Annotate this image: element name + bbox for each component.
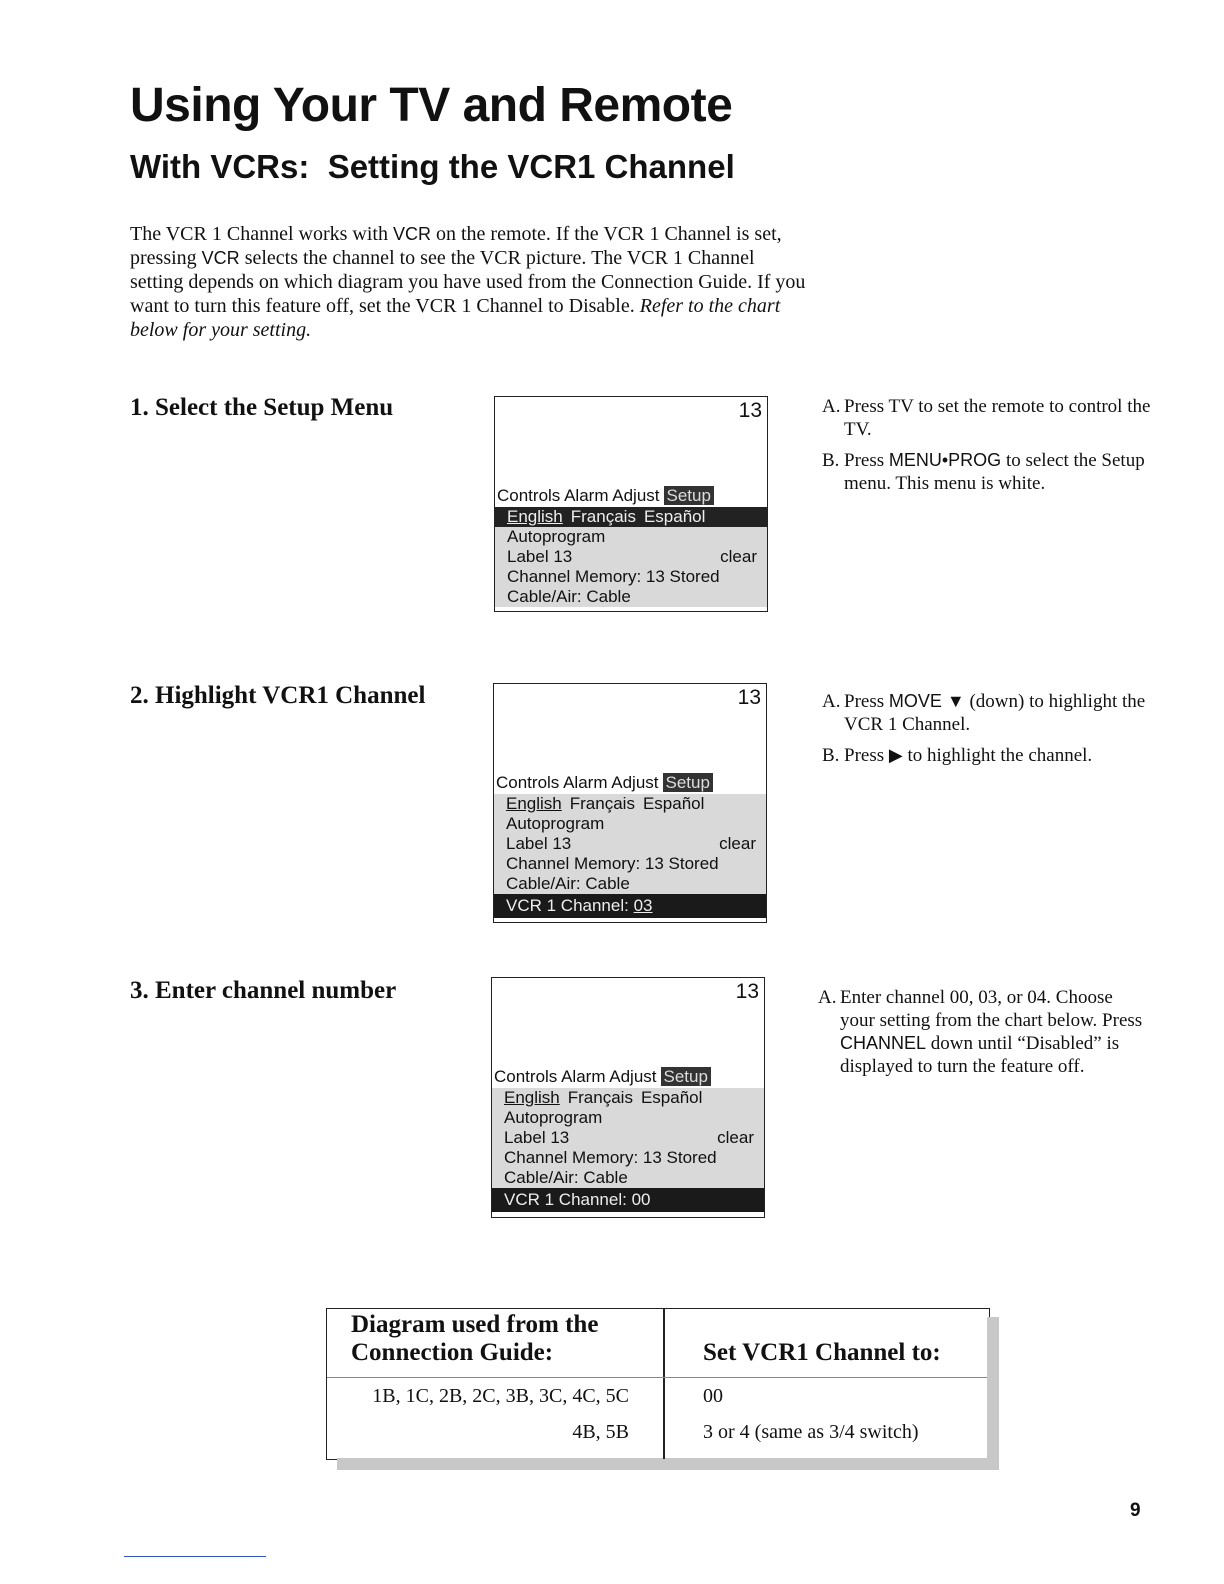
menu-item-value: clear [720, 547, 757, 566]
table-header-divider [327, 1377, 987, 1378]
section-subtitle: With VCRs: Setting the VCR1 Channel [130, 148, 735, 185]
menu-item-label: Channel Memory: 13 Stored [507, 567, 720, 586]
instruction-key: MOVE ▼ [888, 691, 965, 711]
instruction-pre: Press [844, 745, 889, 766]
step-1-instructions [822, 395, 1152, 503]
step-3-title: 3. Enter channel number [130, 977, 397, 1004]
step-2-instructions [822, 690, 1152, 775]
menu-bar [496, 772, 764, 794]
table-cell-diagram: 1B, 1C, 2B, 2C, 3B, 3C, 4C, 5C [372, 1385, 629, 1407]
instruction-label: B. [822, 745, 840, 766]
menu-item-label: Channel Memory: 13 Stored [504, 1148, 717, 1167]
lang-francais: Français [570, 507, 636, 526]
page-number: 9 [1130, 1500, 1141, 1521]
tv-screen-step-1 [494, 396, 768, 612]
instruction-key: ▶ [888, 745, 903, 765]
instruction-label: A. [822, 396, 841, 417]
instruction-key: CHANNEL [840, 1033, 927, 1053]
intro-italic-note: Refer to the chart below for your setting. [130, 295, 781, 341]
instruction-text [844, 690, 1152, 736]
instruction-item [818, 986, 1148, 1078]
tv-screen-step-3 [491, 977, 765, 1218]
table-header-diagram: Diagram used from the Connection Guide: [351, 1311, 599, 1366]
instruction-text: Press TV to set the remote to control the TV. [844, 396, 1151, 440]
lang-francais: Français [567, 1088, 633, 1107]
intro-text-3: selects the channel to see the VCR picture. The VCR 1 Channel setting depends on which diagram you have used from the Connection Guide. If you want to turn this feature off, set the VCR 1 Channel to Disable. [130, 247, 806, 317]
instruction-label: A. [818, 987, 837, 1008]
menu-item [494, 874, 766, 894]
menu-selected-setup: Setup [661, 1067, 711, 1086]
channel-number: 13 [738, 399, 762, 422]
instruction-key: MENU•PROG [888, 450, 1002, 470]
intro-text-2: on the remote. If the VCR 1 Channel is set, pressing [130, 223, 782, 269]
language-line [495, 507, 767, 527]
lang-espanol: Español [640, 1088, 703, 1107]
menu-item-label: Cable/Air: Cable [504, 1168, 628, 1187]
instruction-item [822, 690, 1152, 736]
menu-item [495, 567, 767, 587]
table-shadow-right [987, 1317, 999, 1469]
tv-screen-step-2 [493, 683, 767, 923]
instruction-post: to highlight the channel. [902, 745, 1093, 766]
menu-item [492, 1148, 764, 1168]
instruction-item [822, 395, 1152, 441]
menu-item [494, 834, 766, 854]
table-cell-setting: 3 or 4 (same as 3/4 switch) [703, 1421, 919, 1443]
menu-item [492, 1108, 764, 1128]
intro-key-vcr-2: VCR [201, 248, 240, 268]
lang-english: English [504, 1088, 560, 1107]
vcr1-channel-value: 03 [633, 896, 653, 915]
instruction-item [822, 449, 1152, 495]
menu-item-label: Autoprogram [507, 527, 606, 546]
menu-item [494, 814, 766, 834]
language-line [492, 1088, 764, 1108]
intro-key-vcr-1: VCR [392, 224, 431, 244]
instruction-text [844, 449, 1152, 495]
menu-item [494, 854, 766, 874]
vcr1-channel-line [494, 894, 766, 918]
menu-bar [494, 1066, 762, 1088]
menu-item-label: Label 13 [504, 1128, 570, 1147]
table-header-setting: Set VCR1 Channel to: [703, 1339, 941, 1366]
instruction-item [822, 744, 1152, 767]
instruction-post: (down) to highlight the VCR 1 Channel. [844, 691, 1146, 735]
language-line [494, 794, 766, 814]
instruction-text [840, 986, 1148, 1078]
page-title: Using Your TV and Remote [130, 79, 733, 132]
menu-item-label: Cable/Air: Cable [507, 587, 631, 606]
vcr1-channel-table [326, 1308, 990, 1460]
menu-item-label: Autoprogram [506, 814, 605, 833]
setup-menu-list [492, 1088, 764, 1212]
menu-item [492, 1168, 764, 1188]
menu-items: Controls Alarm Adjust [496, 773, 659, 792]
menu-bar [497, 485, 765, 507]
menu-item-label: Label 13 [507, 547, 573, 566]
instruction-text [844, 744, 1092, 767]
step-2-title: 2. Highlight VCR1 Channel [130, 682, 426, 709]
menu-item [495, 527, 767, 547]
lang-espanol: Español [642, 794, 705, 813]
menu-item [495, 547, 767, 567]
vcr1-channel-value: 00 [631, 1190, 651, 1209]
menu-items: Controls Alarm Adjust [494, 1067, 657, 1086]
lang-espanol: Español [643, 507, 706, 526]
menu-item-value: clear [719, 834, 756, 853]
setup-menu-list [495, 507, 767, 607]
instruction-post: to select the Setup menu. This menu is white. [844, 450, 1145, 494]
menu-item [492, 1128, 764, 1148]
intro-text-1: The VCR 1 Channel works with [130, 223, 393, 245]
vcr1-channel-label: VCR 1 Channel: [504, 1190, 632, 1209]
instruction-label: A. [822, 691, 841, 712]
footer-rule [124, 1556, 266, 1557]
lang-english: English [507, 507, 563, 526]
instruction-label: B. [822, 450, 840, 471]
instruction-pre: Press [844, 450, 889, 471]
instruction-pre: Press [844, 691, 889, 712]
menu-item-value: clear [717, 1128, 754, 1147]
table-cell-diagram: 4B, 5B [572, 1421, 629, 1443]
intro-paragraph [130, 222, 810, 342]
menu-selected-setup: Setup [663, 773, 713, 792]
step-1-title: 1. Select the Setup Menu [130, 394, 394, 421]
vcr1-channel-line [492, 1188, 764, 1212]
table-shadow-bottom [337, 1458, 999, 1470]
menu-items: Controls Alarm Adjust [497, 486, 660, 505]
menu-item [495, 587, 767, 607]
vcr1-channel-label: VCR 1 Channel: [506, 896, 634, 915]
menu-selected-setup: Setup [664, 486, 714, 505]
step-3-instructions [818, 986, 1148, 1086]
menu-item-label: Channel Memory: 13 Stored [506, 854, 719, 873]
menu-item-label: Autoprogram [504, 1108, 603, 1127]
menu-item-label: Cable/Air: Cable [506, 874, 630, 893]
table-column-divider [663, 1309, 665, 1459]
setup-menu-list [494, 794, 766, 918]
instruction-pre: Enter channel 00, 03, or 04. Choose your setting from the chart below. Press [840, 987, 1143, 1031]
channel-number: 13 [735, 980, 759, 1003]
channel-number: 13 [737, 686, 761, 709]
lang-english: English [506, 794, 562, 813]
instruction-post: down until “Disabled” is displayed to turn the feature off. [840, 1033, 1120, 1077]
table-cell-setting: 00 [703, 1385, 723, 1407]
menu-item-label: Label 13 [506, 834, 572, 853]
lang-francais: Français [569, 794, 635, 813]
